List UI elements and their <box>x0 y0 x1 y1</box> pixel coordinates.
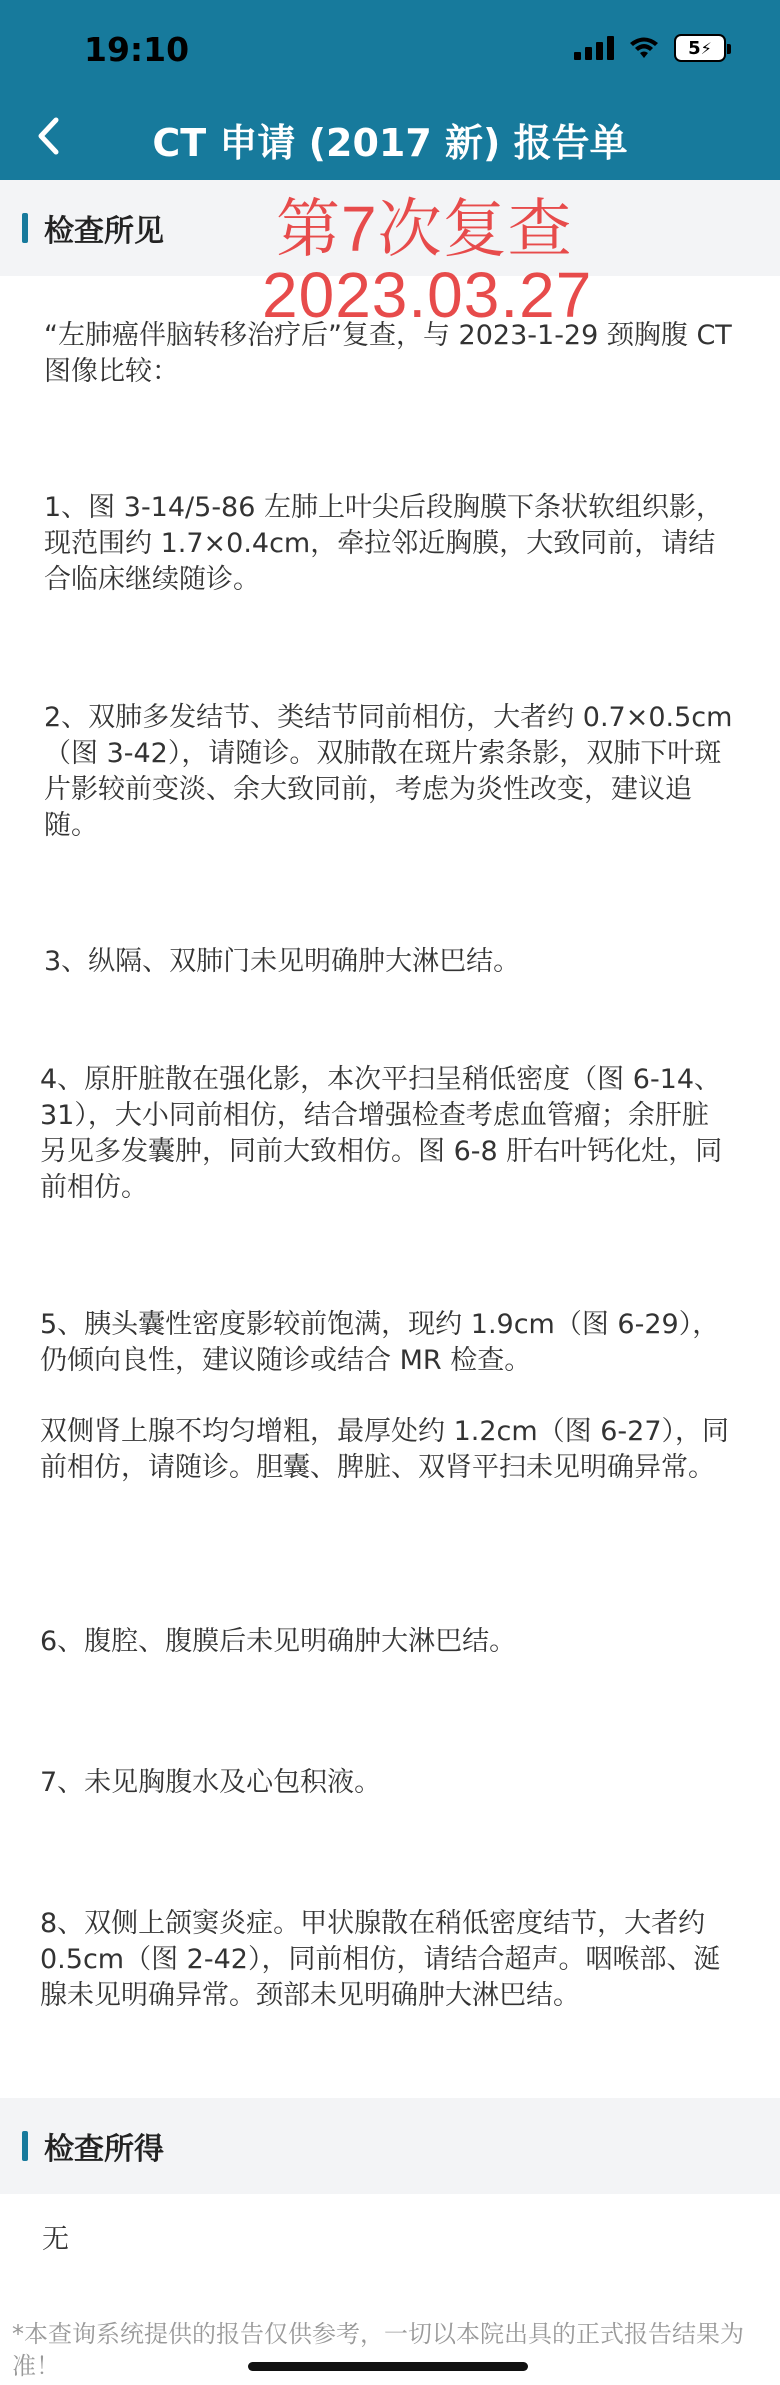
status-time: 19:10 <box>84 30 190 69</box>
cellular-signal-icon <box>574 36 614 60</box>
finding-item-1: 1、图 3-14/5-86 左肺上叶尖后段胸膜下条状软组织影，现范围约 1.7×0.4cm，牵拉邻近胸膜，大致同前，请结合临床继续随诊。 <box>44 492 723 595</box>
finding-item-4: 4、原肝脏散在强化影，本次平扫呈稍低密度（图 6-14、31），大小同前相仿，结合增强检查考虑血管瘤；余肝脏另见多发囊肿，同前大致相仿。图 6-8 肝右叶钙化灶，同前相仿。 <box>40 1064 723 1203</box>
home-indicator[interactable] <box>248 2362 528 2371</box>
finding-adrenal: 双侧肾上腺不均匀增粗，最厚处约 1.2cm（图 6-27），同前相仿，请随诊。胆囊、脾脏、双肾平扫未见明确异常。 <box>40 1416 730 1483</box>
battery-level: 5 <box>688 37 701 59</box>
wifi-icon <box>628 36 660 60</box>
finding-item-3: 3、纵隔、双肺门未见明确肿大淋巴结。 <box>44 946 521 977</box>
results-text: 无 <box>42 2224 69 2255</box>
app-header <box>0 0 780 180</box>
review-date-annotation: 2023.03.27 <box>262 259 593 331</box>
finding-item-2: 2、双肺多发结节、类结节同前相仿，大者约 0.7×0.5cm（图 3-42），请随诊。双肺散在斑片索条影，双肺下叶斑片影较前变淡、余大致同前，考虑为炎性改变，建议追随。 <box>44 702 733 841</box>
battery-icon: 5 ⚡ <box>674 34 726 62</box>
finding-item-7: 7、未见胸腹水及心包积液。 <box>40 1767 382 1798</box>
status-icons <box>574 34 726 62</box>
disclaimer-note: *本查询系统提供的报告仅供参考，一切以本院出具的正式报告结果为准！ <box>12 2320 744 2380</box>
findings-intro: “左肺癌伴脑转移治疗后”复查，与 2023-1-29 颈胸腹 CT 图像比较： <box>44 320 732 387</box>
findings-section-title: 检查所见 <box>44 214 164 249</box>
section-accent-bar <box>22 213 28 243</box>
finding-item-5: 5、胰头囊性密度影较前饱满，现约 1.9cm（图 6-29），仍倾向良性，建议随诊或结合 MR 检查。 <box>40 1309 720 1376</box>
results-section-title: 检查所得 <box>44 2132 164 2167</box>
results-section-header <box>0 2098 780 2194</box>
finding-item-6: 6、腹腔、腹膜后未见明确肿大淋巴结。 <box>40 1626 517 1657</box>
page-title: CT 申请 (2017 新) 报告单 <box>152 121 628 165</box>
finding-item-8: 8、双侧上颌窦炎症。甲状腺散在稍低密度结节，大者约 0.5cm（图 2-42），同前相仿，请结合超声。咽喉部、涎腺未见明确异常。颈部未见明确肿大淋巴结。 <box>40 1908 721 2011</box>
section-accent-bar <box>22 2131 28 2161</box>
review-count-annotation: 第7次复查 <box>276 193 573 265</box>
